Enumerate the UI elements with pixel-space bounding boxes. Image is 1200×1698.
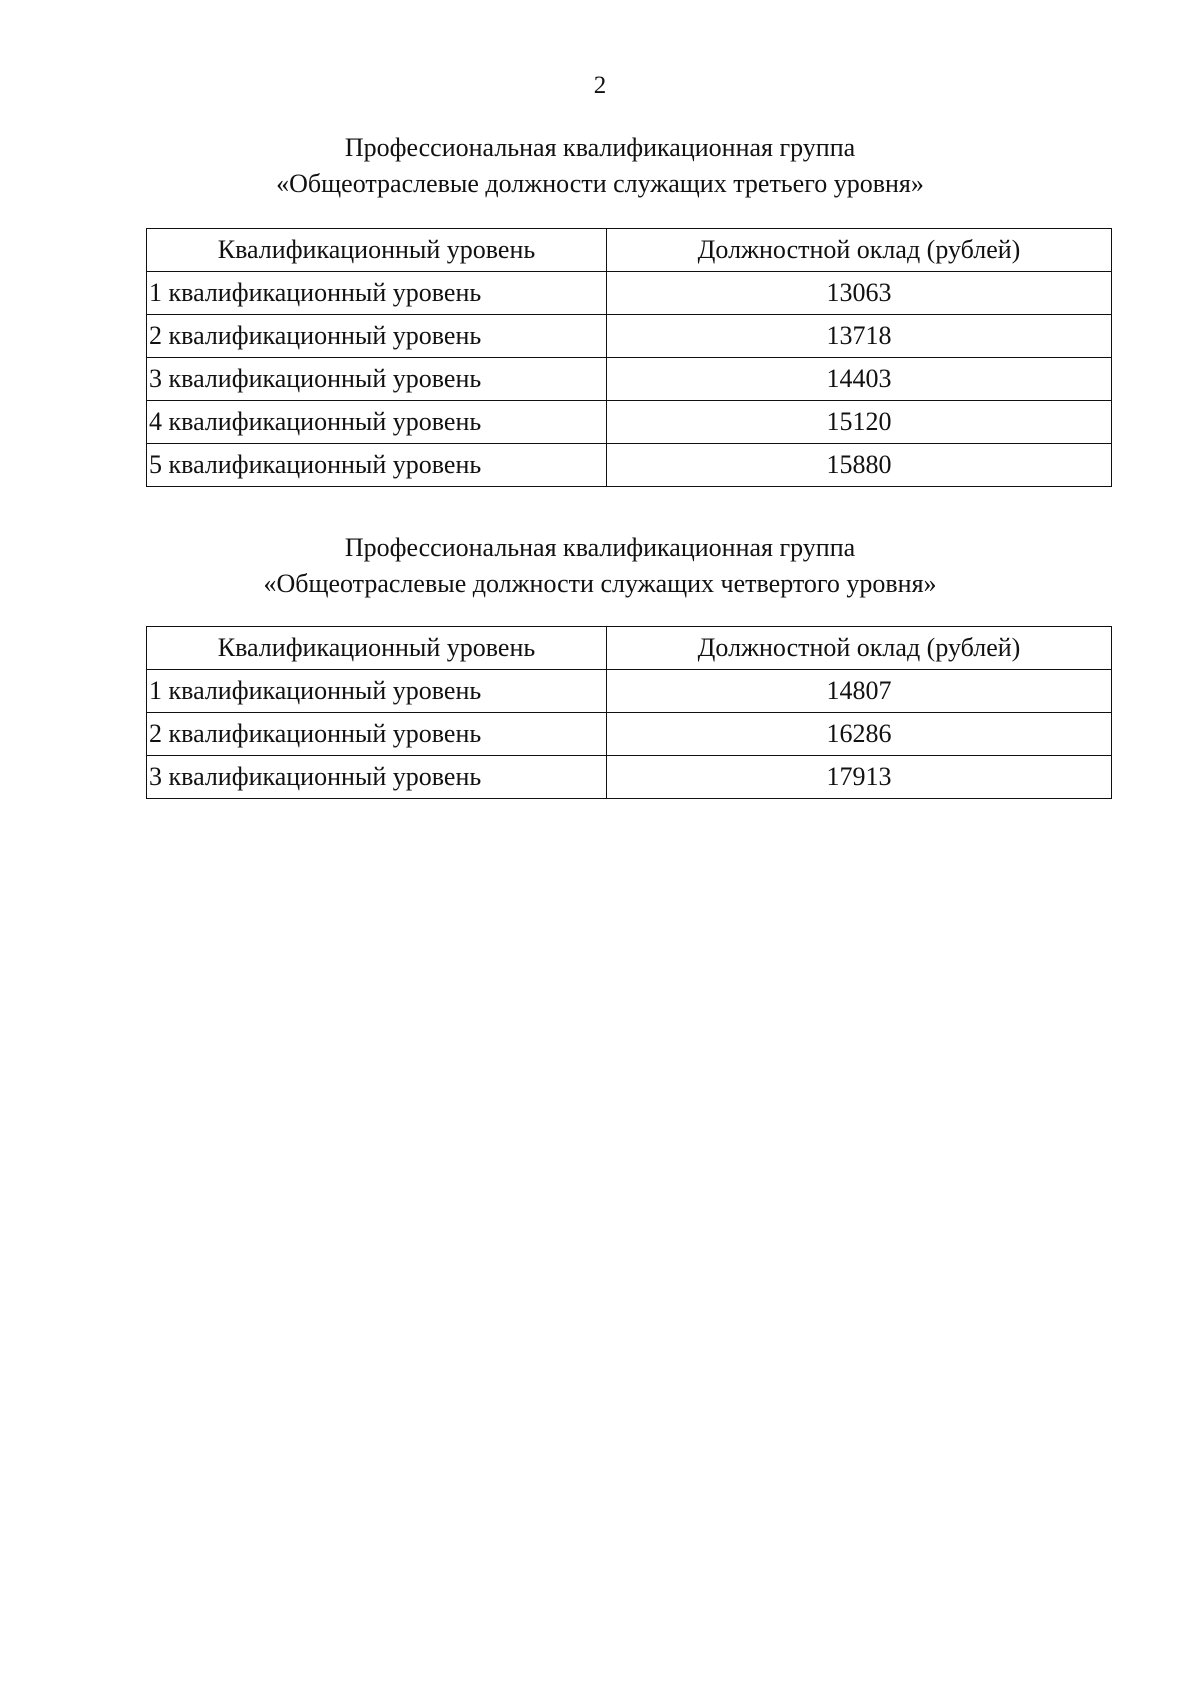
table-row: [147, 713, 1112, 756]
level-cell: 2 квалификационный уровень: [147, 713, 607, 756]
header-salary: Должностной оклад (рублей): [607, 229, 1112, 272]
level-cell: 5 квалификационный уровень: [147, 444, 607, 487]
salary-cell: 13718: [607, 315, 1112, 358]
table-row: [147, 358, 1112, 401]
page-number: 2: [593, 72, 607, 99]
salary-cell: 15120: [607, 401, 1112, 444]
table-header-row: [147, 229, 1112, 272]
table-row: [147, 756, 1112, 799]
table-row: [147, 315, 1112, 358]
salary-cell: 15880: [607, 444, 1112, 487]
salary-cell: 14807: [607, 670, 1112, 713]
group-title-line1: Профессиональная квалификационная группа: [344, 133, 856, 162]
table-row: [147, 401, 1112, 444]
group-heading-fourth-level: [0, 530, 1200, 602]
table-row: [147, 444, 1112, 487]
salary-cell: 13063: [607, 272, 1112, 315]
group-title-line2: «Общеотраслевые должности служащих четвертого уровня»: [263, 569, 937, 598]
salary-cell: 14403: [607, 358, 1112, 401]
group-heading-third-level: [0, 130, 1200, 202]
salary-cell: 17913: [607, 756, 1112, 799]
level-cell: 1 квалификационный уровень: [147, 272, 607, 315]
level-cell: 4 квалификационный уровень: [147, 401, 607, 444]
level-cell: 3 квалификационный уровень: [147, 756, 607, 799]
table-row: [147, 670, 1112, 713]
level-cell: 3 квалификационный уровень: [147, 358, 607, 401]
header-qualification-level: Квалификационный уровень: [147, 229, 607, 272]
salary-table-third-level: [146, 228, 1112, 487]
salary-table-fourth-level: [146, 626, 1112, 799]
group-title-line1: Профессиональная квалификационная группа: [344, 533, 856, 562]
level-cell: 1 квалификационный уровень: [147, 670, 607, 713]
table-row: [147, 272, 1112, 315]
table-header-row: [147, 627, 1112, 670]
level-cell: 2 квалификационный уровень: [147, 315, 607, 358]
header-qualification-level: Квалификационный уровень: [147, 627, 607, 670]
salary-cell: 16286: [607, 713, 1112, 756]
header-salary: Должностной оклад (рублей): [607, 627, 1112, 670]
group-title-line2: «Общеотраслевые должности служащих третьего уровня»: [276, 169, 924, 198]
